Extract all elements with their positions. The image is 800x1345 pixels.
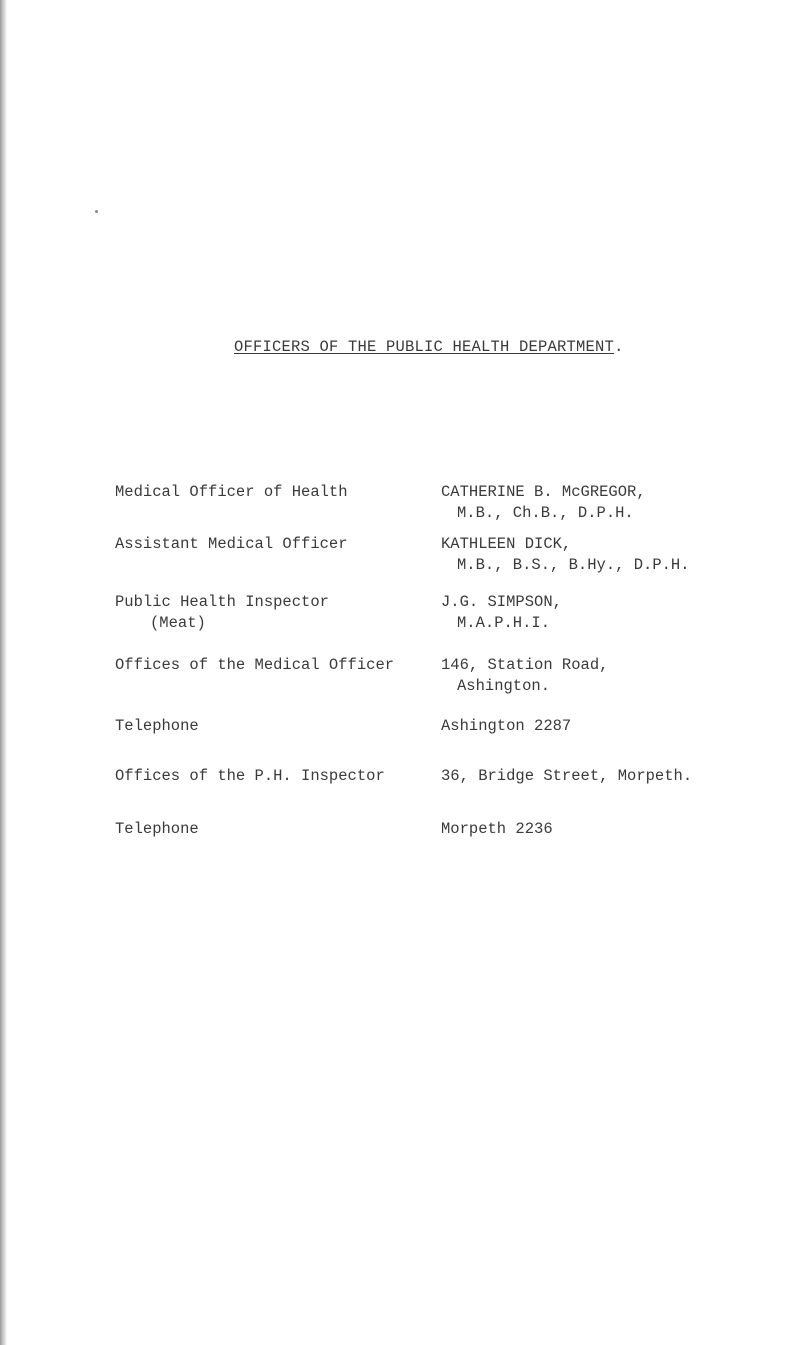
entry-value (441, 482, 646, 524)
address-street: 146, Station Road, (441, 656, 609, 674)
telephone-number: Morpeth 2236 (441, 820, 553, 838)
scan-page-edge (0, 0, 7, 1345)
address: 36, Bridge Street, Morpeth. (441, 767, 693, 785)
entry-label (115, 592, 329, 634)
officer-name: KATHLEEN DICK, (441, 535, 572, 553)
page-title (234, 338, 624, 356)
entry-value (441, 766, 692, 787)
officer-qualifications: M.B., Ch.B., D.P.H. (457, 504, 634, 522)
officer-name: CATHERINE B. McGREGOR, (441, 483, 646, 501)
entry-label-sub: (Meat) (150, 614, 206, 632)
entry-value (441, 716, 571, 737)
entry-value (441, 534, 690, 576)
entry-value (441, 819, 553, 840)
officer-name: J.G. SIMPSON, (441, 593, 562, 611)
entry-label: Offices of the Medical Officer (115, 656, 395, 674)
address-town: Ashington. (457, 677, 551, 695)
entry-label: Assistant Medical Officer (115, 535, 348, 553)
entry-label: Telephone (115, 717, 199, 735)
entry-value (441, 655, 608, 697)
entry-label: Medical Officer of Health (115, 483, 348, 501)
officer-qualifications: M.A.P.H.I. (457, 614, 551, 632)
entry-label-main: Public Health Inspector (115, 593, 329, 611)
telephone-number: Ashington 2287 (441, 717, 572, 735)
entry-value (441, 592, 562, 634)
officer-qualifications: M.B., B.S., B.Hy., D.P.H. (457, 556, 690, 574)
entry-label: Telephone (115, 820, 199, 838)
page-title-text: OFFICERS OF THE PUBLIC HEALTH DEPARTMENT (234, 338, 615, 356)
page-title-period: . (614, 338, 624, 356)
scan-speck (95, 210, 98, 213)
entry-label: Offices of the P.H. Inspector (115, 767, 385, 785)
